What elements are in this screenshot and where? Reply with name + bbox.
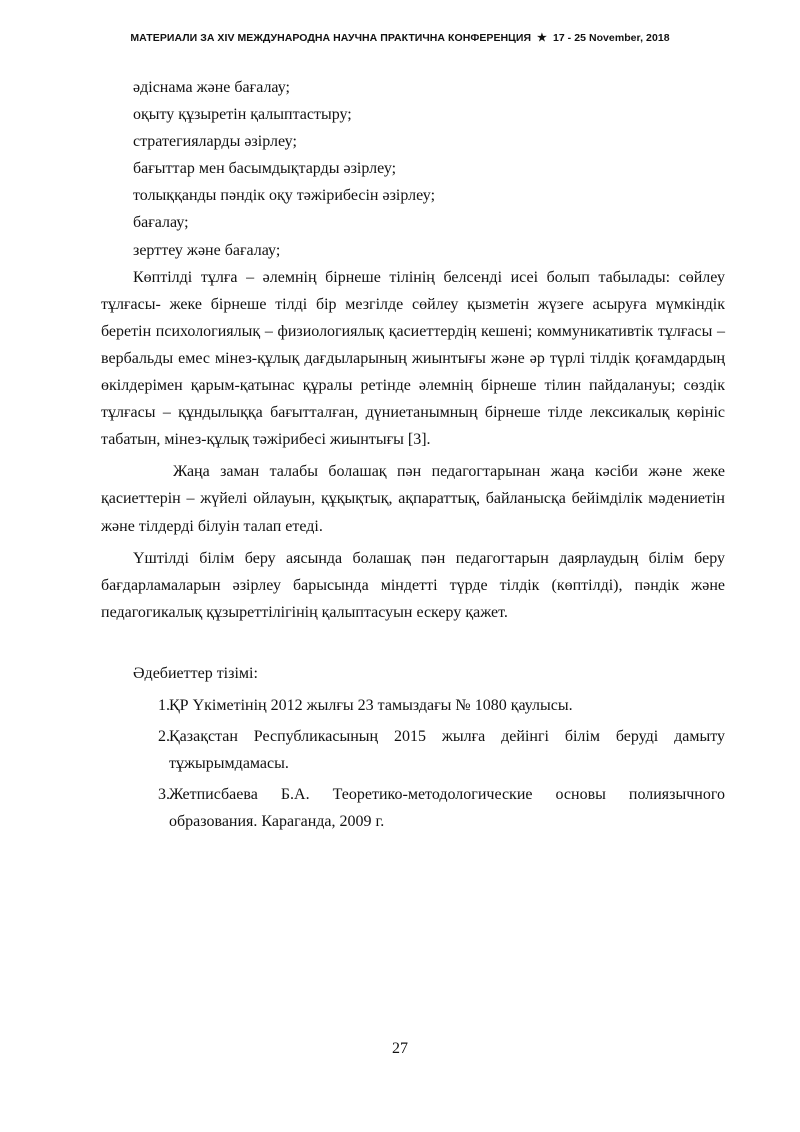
reference-number: 1.: [158, 696, 170, 714]
header-dates: 17 - 25 November, 2018: [552, 32, 670, 44]
paragraph-trilingual-education: Үштілді білім беру аясында болашақ пән педагогтарын даярлаудың білім беру бағдарламаларын әзірлеу барысында міндетті түрде тілдік (көптілді), пәндік және педагогикалық құзыреттілігінің қалыптасуын ескеру қажет.: [101, 549, 725, 621]
reference-number: 3.: [158, 786, 170, 804]
reference-text: Қазақстан Республикасының 2015 жылға дейінгі білім беруді дамыту тұжырымдамасы.: [169, 728, 725, 773]
document-body: [101, 74, 725, 835]
references-list: [133, 692, 725, 835]
list-item: оқыту құзыретін қалыптастыру;: [133, 106, 352, 124]
list-item: бағыттар мен басымдықтарды әзірлеу;: [133, 160, 397, 178]
reference-item: [133, 723, 725, 777]
header-conference-title: МАТЕРИАЛИ ЗА XIV МЕЖДУНАРОДНА НАУЧНА ПРАКТИЧНА КОНФЕРЕНЦИЯ: [130, 32, 532, 44]
reference-item: [133, 692, 725, 719]
reference-text: Жетписбаева Б.А. Теоретико-методологические основы полиязычного образования. Караганда, 2009 г.: [169, 786, 725, 831]
running-header: [0, 31, 800, 44]
star-icon: ★: [537, 32, 547, 44]
list-item: әдіснама және бағалау;: [133, 79, 290, 96]
paragraph-multilingual-personality: Көптілді тұлға – әлемнің бірнеше тілінің белсенді исеі болып табылады: сөйлеу тұлғасы- жеке бірнеше тілді бір мезгілде сөйлеу қызметін жүзеге асыруға мүмкіндік беретін психологиялық – физиологиялық қасиеттердің кешені; коммуникативтік тұлғасы – вербальды емес мінез-құлық дағдыларының жиынтығы және әр түрлі тілдік қоғамдардың өкілдерімен қарым-қатынас құралы ретінде әлемнің бірнеше тілин пайдалануы; сөздік тұлғасы – құндылыққа бағытталған, дүниетанымның бірнеше тілде лексикалық көрініс табатын, мінез-құлық тәжірибесі жиынтығы [3].: [101, 268, 725, 449]
reference-item: [133, 781, 725, 835]
paragraph-new-era-requirements: Жаңа заман талабы болашақ пән педагогтарынан жаңа кәсіби және жеке қасиеттерін – жүйелі ойлауын, құқықтық, ақпараттық, байланысқа бейімділік мәдениетін және тілдерді білуін талап етеді.: [101, 463, 725, 535]
reference-number: 2.: [158, 728, 170, 746]
list-item: стратегияларды әзірлеу;: [133, 133, 297, 151]
page-number: 27: [392, 1040, 408, 1057]
references-title: Әдебиеттер тізімі:: [133, 664, 258, 682]
reference-text: ҚР Үкіметінің 2012 жылғы 23 тамыздағы № 1080 қаулысы.: [169, 696, 573, 714]
list-item: бағалау;: [133, 214, 189, 232]
list-item: толыққанды пәндік оқу тәжірибесін әзірлеу;: [133, 187, 436, 205]
list-item: зерттеу және бағалау;: [133, 241, 281, 259]
